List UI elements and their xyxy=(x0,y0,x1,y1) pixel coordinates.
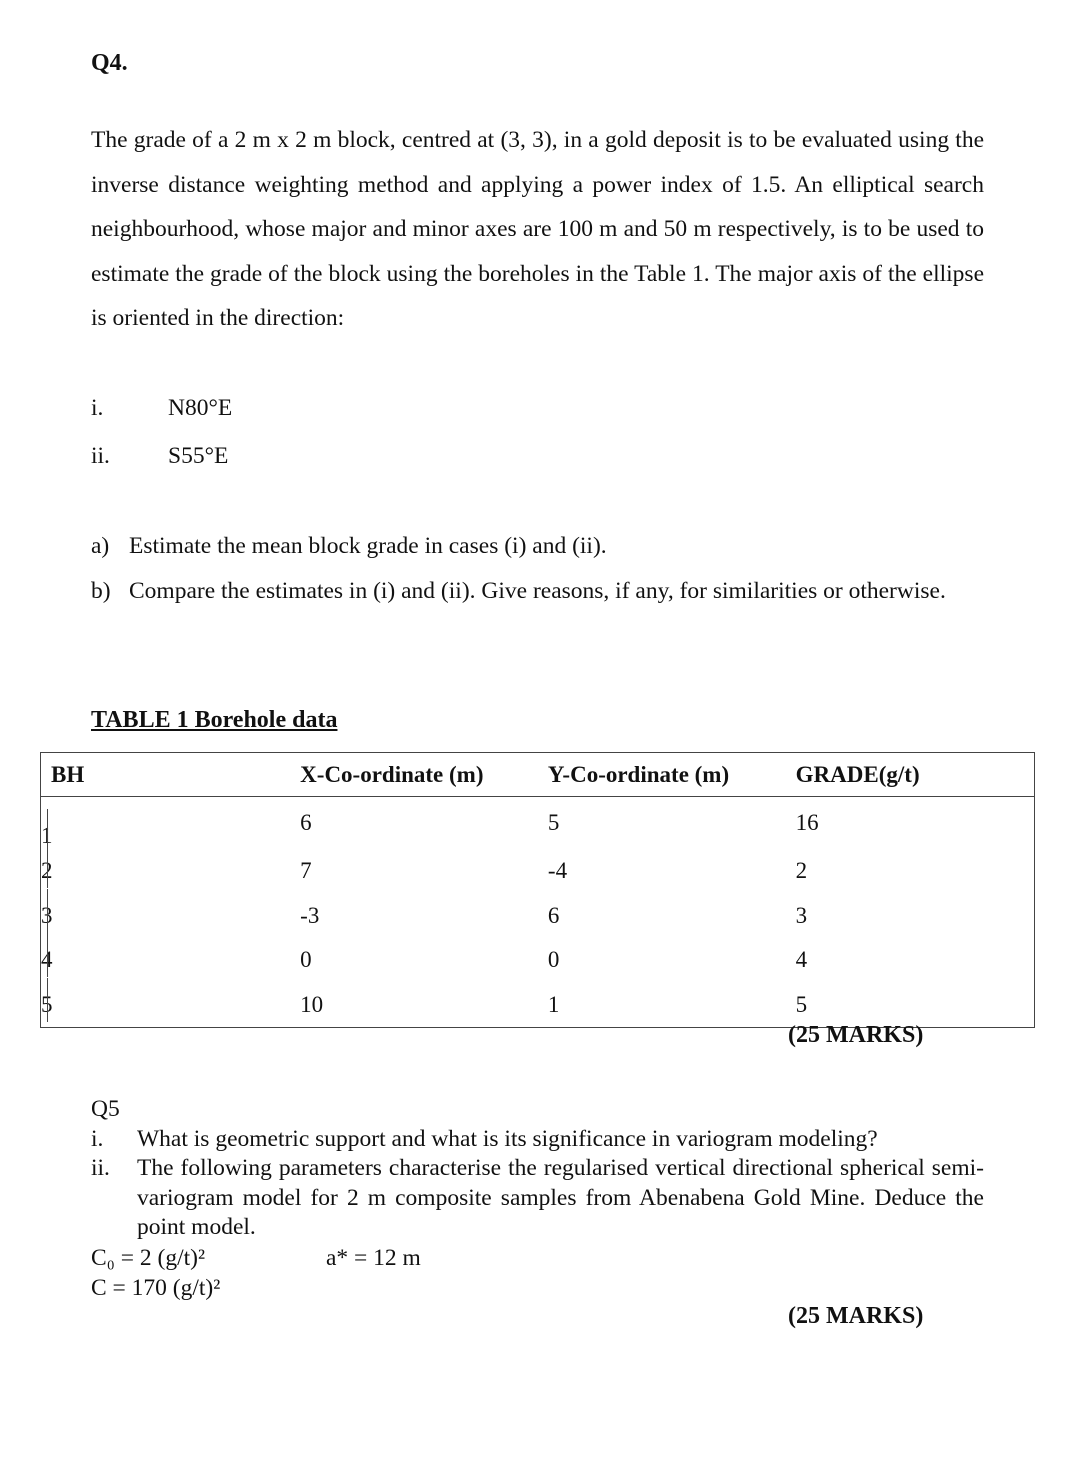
cell-grade: 4 xyxy=(795,947,808,973)
table-row xyxy=(41,938,1035,983)
cell-bh xyxy=(41,983,291,1028)
table-row xyxy=(41,849,1035,894)
q4-heading: Q4. xyxy=(91,50,128,76)
q5-heading: Q5 xyxy=(91,1096,120,1122)
cell-text: 1 xyxy=(41,823,53,848)
table-row xyxy=(41,797,1035,850)
item-text: What is geometric support and what is its significance in variogram modeling? xyxy=(137,1125,878,1152)
cell-grade: 2 xyxy=(795,858,808,884)
cell-x: 7 xyxy=(300,858,312,884)
header-grade: GRADE(g/t) xyxy=(786,753,1035,797)
cell-bh xyxy=(41,797,291,850)
part-text: Estimate the mean block grade in cases (i) and (ii). xyxy=(129,533,607,559)
cell-y: -4 xyxy=(547,858,568,884)
cell-x: 0 xyxy=(300,947,312,973)
cell-text: 2 xyxy=(41,858,53,884)
cell-grade: 5 xyxy=(795,992,808,1018)
cell-bh xyxy=(41,849,291,894)
borehole-table xyxy=(40,752,1035,1028)
part-label: a) xyxy=(91,533,110,559)
q4-parts xyxy=(91,524,984,613)
q5-item-i xyxy=(91,1125,984,1155)
cell-grade: 16 xyxy=(795,810,819,835)
option-number: i. xyxy=(91,395,104,421)
part-text: Compare the estimates in (i) and (ii). Give reasons, if any, for similarities or otherwise. xyxy=(129,577,946,604)
item-label: i. xyxy=(91,1125,104,1152)
table-title: TABLE 1 Borehole data xyxy=(91,707,338,733)
cell-grade: 3 xyxy=(795,902,808,928)
q4-marks: (25 MARKS) xyxy=(788,1022,924,1048)
cell-bh xyxy=(41,894,291,939)
cell-x: -3 xyxy=(300,902,320,928)
q4-intro-text: The grade of a 2 m x 2 m block, centred at (3, 3), in a gold deposit is to be evaluated using the inverse distance weighting method and applying a power index of 1.5. An elliptical search neighbourhood, whose major and minor axes are 100 m and 50 m respectively, is to be used to estimate the grade of the block using the boreholes in the Table 1. The major axis of the ellipse is oriented in the direction: xyxy=(91,127,984,331)
formula-a-star: a* = 12 m xyxy=(326,1245,421,1271)
header-bh: BH xyxy=(41,753,291,797)
option-value: S55°E xyxy=(168,443,229,469)
part-label: b) xyxy=(91,577,111,604)
cell-y: 5 xyxy=(547,810,560,835)
q5-block xyxy=(91,1095,984,1243)
header-x: X-Co-ordinate (m) xyxy=(290,753,538,797)
cell-y: 0 xyxy=(547,947,560,973)
cell-text: 5 xyxy=(41,992,53,1018)
formula-c: C = 170 (g/t)² xyxy=(91,1275,221,1301)
cell-y: 1 xyxy=(547,992,560,1018)
part-a xyxy=(91,524,984,569)
cell-x: 10 xyxy=(300,992,324,1018)
table-row xyxy=(41,894,1035,939)
cell-text: 3 xyxy=(41,902,53,928)
part-b xyxy=(91,569,984,614)
cell-x: 6 xyxy=(300,810,312,835)
item-label: ii. xyxy=(91,1155,110,1181)
item-text: The following parameters characterise the regularised vertical directional spherical semi-variogram model for 2 m composite samples from Abenabena Gold Mine. Deduce the point model. xyxy=(137,1155,984,1240)
cell-text: 4 xyxy=(41,947,53,973)
option-value: N80°E xyxy=(168,395,233,421)
table-header-row xyxy=(41,753,1035,797)
header-y: Y-Co-ordinate (m) xyxy=(538,753,786,797)
cell-y: 6 xyxy=(547,902,560,928)
cell-bh xyxy=(41,938,291,983)
q5-marks: (25 MARKS) xyxy=(788,1303,924,1329)
option-number: ii. xyxy=(91,443,110,469)
q5-item-ii xyxy=(91,1154,984,1243)
q4-intro xyxy=(91,118,984,341)
formula-c0: C₀ = 2 (g/t)² xyxy=(91,1245,206,1271)
